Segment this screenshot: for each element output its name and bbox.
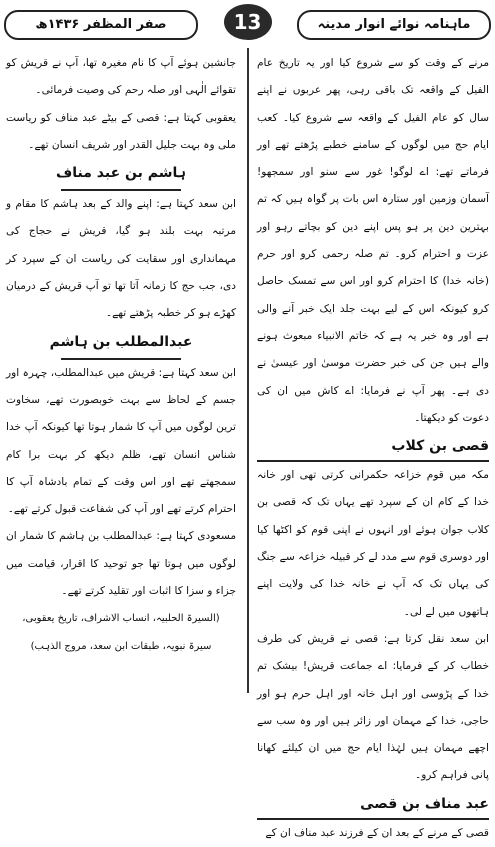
abdul-muttalib-paragraph: ابن سعد کہتا ہے: قریش میں عبدالمطلب، چہرہ اور جسم کے لحاظ سے بہت خوبصورت تھے، سخاوت ترین لوگوں میں آپ کا شمار ہوتا تھا کیونکہ آپ خدا شناس انسان تھے، ظلم دیکھ کر بہت برا کام سمجھتے تھے اور اس وقت کے تمام بادشاہ آپ کا احترام کرتے تھے اور آپ کی شفاعت قبول کرتے تھے۔ <box>6 366 236 516</box>
right-column <box>257 50 489 847</box>
left-column <box>6 50 236 660</box>
masudi-quote: مسعودی کہتا ہے: عبدالمطلب بن ہاشم کا شمار ان لوگوں میں ہوتا تھا جو توحید کا اقرار، قیامت میں جزاء و سزا کا اثبات اور تقلید کرتے تھے۔ <box>6 530 236 598</box>
references-line: (السیرۃ الحلبیہ، انساب الاشراف، تاریخ یعقوبی، <box>22 613 220 625</box>
section-heading-abdul-muttalib: عبدالمطلب بن ہاشم <box>49 333 193 350</box>
ibn-saad-quote: ابن سعد نقل کرتا ہے: قصی نے قریش کی طرف خطاب کر کے فرمایا: اے جماعت قریش! بیشک تم خدا کے پڑوسی اور اہل خانہ اور اہل حرم ہو اور حاجی، خدا کے مہمان اور زائر ہیں اور وہ سب سے اچھے مہمان ہیں لہٰذا ایام حج میں ان کیلئے کھانا پانی فراہم کرو۔ <box>257 632 489 782</box>
section-heading-hashim: ہاشم بن عبد مناف <box>56 165 186 182</box>
intro-paragraph: مرنے کے وقت کو سے شروع کیا اور یہ تاریخ عام الفیل کے واقعہ تک باقی رہی، پھر عربوں نے اپنے سال کو عام الفیل کے واقعہ سے شروع کیا۔ کعب ایام حج میں لوگوں کے سامنے خطبے پڑھتے تھے اور فرماتے تھے: اے لوگو! غور سے سنو اور سمجھو! آسمان وزمین اور ستارہ اس بات پر گواہ ہیں کہ تم بہترین دین پر ہو پس اپنے دین کو بچاتے رہو اور عزت و احترام کرو۔ تم صلہ رحمی کرو اور حرم (خانہ خدا) کا احترام کرو اور اس سے تمسک حاصل کرو کیونکہ اس کے لیے بہت جلد ایک خبر آنے والی ہے اور وہ خبر یہ ہے کہ خاتم الانبیاء مبعوث ہونے والے ہیں جن کی خبر حضرت موسیٰ اور عیسیٰ نے دی ہے۔ پھر آپ نے فرمایا: اے کاش میں ان کی دعوت کو دیکھتا۔ <box>257 57 489 424</box>
column-divider <box>247 48 249 693</box>
page-number: 13 <box>224 4 272 40</box>
section-heading-abd-manaf: عبد مناف بن قصی <box>257 790 489 820</box>
abd-manaf-paragraph: قصی کے مرنے کے بعد ان کے فرزند عبد مناف ان کے <box>265 826 489 839</box>
magazine-title: ماہنامہ نوائے انوار مدینہ <box>297 10 491 40</box>
hashim-paragraph: ابن سعد کہتا ہے: اپنے والد کے بعد ہاشم کا مقام و مرتبہ بہت بلند ہو گیا، قریش نے حجاج کی مہمانداری اور سقایت کی ریاست ان کے سپرد کر دی، جب حج کا زمانہ آتا تھا تو آپ قریش کے درمیان کھڑے ہو کر خطبہ پڑھتے تھے۔ <box>6 198 236 320</box>
page-header <box>4 4 491 44</box>
qusai-paragraph: مکہ میں قوم خزاعہ حکمرانی کرتی تھی اور خانہ خدا کے کام ان کے سپرد تھے یہاں تک کہ قصی بن کلاب جوان ہوئے اور انہوں نے اپنی قوم کو اکٹھا کیا اور دوسری قوم سے مدد لے کر قبیلہ خزاعہ سے جنگ کی یہاں تک کہ آپ نے خانہ خدا کی ولایت اپنے ہاتھوں میں لے لی۔ <box>257 469 489 618</box>
section-heading-qusai: قصی بن کلاب <box>257 432 489 462</box>
issue-date: صفر المظفر ۱۴۳۶ھ <box>4 10 198 40</box>
yaqubi-quote: یعقوبی کہتا ہے: قصی کے بیٹے عبد مناف کو ریاست ملی وہ بہت جلیل القدر اور شریف انسان تھے۔ <box>6 111 236 151</box>
references-line: سیرۃ نبویہ، طبقات ابن سعد، مروج الذہب) <box>30 640 212 652</box>
intro-paragraph: جانشین ہوئے آپ کا نام مغیرہ تھا، آپ نے قریش کو تقوائے الٰہی اور صلہ رحم کی وصیت فرمائی۔ <box>6 57 236 97</box>
